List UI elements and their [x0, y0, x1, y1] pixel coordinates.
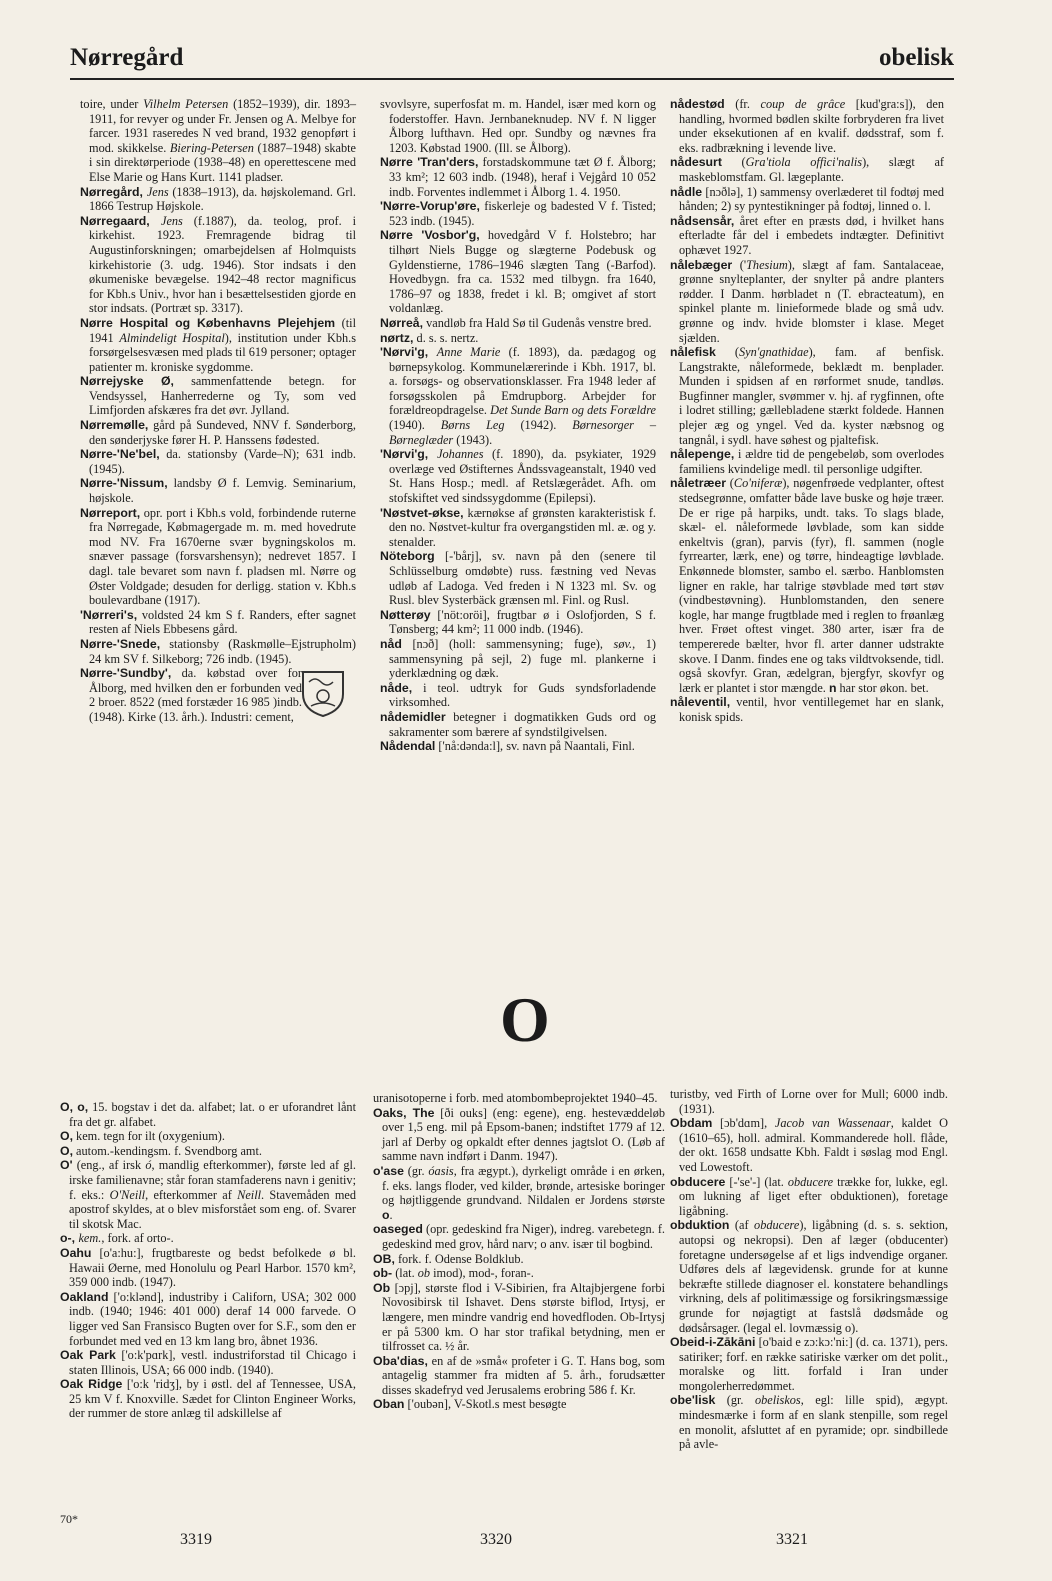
dictionary-entry: [670, 345, 944, 447]
entry-text: 15. bogstav i det da. alfabet; lat. o er uforandret lånt fra det gr. alfabet.: [69, 1100, 356, 1129]
dictionary-entry: [80, 476, 356, 505]
entry-italic-text: coup de grâce: [760, 97, 846, 111]
entry-headword: Nørre 'Vosbor'g,: [380, 228, 480, 243]
dictionary-entry: [80, 506, 356, 608]
dictionary-entry: [670, 1335, 948, 1393]
section-letter: O: [500, 984, 550, 1055]
entry-text: forstadskommune tæt Ø f. Ålborg; 33 km²; 12 603 indb. (1948), heraf i Vejgård 10 052 indb. Forventes indlemmet i Ålborg 1. 4. 1950.: [389, 155, 656, 199]
dictionary-entry: [380, 739, 656, 754]
dictionary-entry: [380, 155, 656, 199]
entry-text: [ɔpj], største flod i V-Sibirien, fra Altajbjergene forbi Novosibirsk til Ishavet. Dens største biflod, Irtysj, er længere, men mindre vandrig end hovedfloden. Ob-Irtysj er på 5300 km. O har stor trafikal betydning, men er tilfrosset ca. ½ år.: [382, 1280, 665, 1354]
entry-headword: obe'lisk: [670, 1393, 716, 1408]
column-bottom-right: [670, 1087, 948, 1452]
entry-text: sammenfattende betegn. for Vendsyssel, Hanherrederne og Ty, som ved Limfjorden afskæres fra det øvr. Jylland.: [89, 374, 356, 418]
entry-text: i teol. udtryk for Guds syndsforladende virksomhed.: [389, 680, 656, 710]
entry-headword: Nådendal: [380, 739, 436, 754]
dictionary-entry: [380, 345, 656, 447]
entry-headword: Nørregaard,: [80, 213, 161, 228]
entry-text: toire, under: [80, 97, 144, 111]
entry-text: voldsted 24 km S f. Randers, efter sagnet resten af Niels Ebbesens gård.: [89, 607, 356, 637]
entry-headword: nåde,: [380, 680, 413, 695]
entry-headword: o'ase: [373, 1163, 404, 1178]
entry-text: ), ligåbning (d. s. s. sektion, autopsi og nekropsi). Den af læger (obducenter) foretagne undersøgelse af et ligs indvendige organer. Udføres dels af lægevidensk. grunde for at kunne bekræfte stillede diagnoser el. konstatere behandlings virkning, dels af politimæssige og forsikringsmæssige grunde for nøjagtigt at fastslå dødsmåde og dødsårsager. (legal el. lovmæssig o).: [679, 1218, 949, 1335]
column-bottom-middle: [373, 1091, 665, 1412]
entry-headword: O': [60, 1158, 73, 1173]
entry-text: d. s. s. nertz.: [413, 330, 479, 345]
dictionary-entry: [380, 199, 656, 228]
entry-headword: Nørre-'Sundby',: [80, 666, 172, 681]
entry-headword: Oaks, The: [373, 1105, 435, 1120]
entry-text: (gr.: [715, 1393, 755, 1408]
entry-headword: Nørremølle,: [80, 418, 149, 433]
column-top-middle: [380, 97, 656, 754]
dictionary-entry: [380, 549, 656, 607]
entry-italic-text: Anne Marie: [436, 345, 501, 360]
entry-text: , mandlig efterkommer), første led af gl. irske familienavne; står foran stamfaderens navn i genitiv; f. eks.:: [69, 1158, 356, 1202]
entry-text: svovlsyre, superfosfat m. m. Handel, især med korn og foderstoffer. Havn. Jernbaneknudep. NV f. N ligger Ålborg lufthavn. Hed opr. Sundby og nævnes fra 1203. Købstad 1900. (Ill. se Ålborg).: [380, 97, 656, 155]
entry-italic-text: Biering-Petersen: [169, 140, 254, 155]
entry-headword: nåleventil,: [670, 695, 731, 710]
dictionary-entry: [380, 637, 656, 681]
dictionary-entry: [670, 695, 944, 724]
entry-italic-text: Co'niferæ: [733, 476, 783, 491]
entry-headword: Nørre-'Snede,: [80, 636, 161, 651]
entry-text: [ɔb'dɑm],: [712, 1116, 775, 1131]
entry-text: gård på Sundeved, NNV f. Sønderborg, den sønderjyske fører H. P. Hanssens fødested.: [89, 418, 356, 447]
header-right-title: obelisk: [878, 44, 954, 71]
entry-text: (1838–1913), da. højskolemand. Grl. 1866 Testrup Højskole.: [89, 184, 356, 214]
dictionary-entry: [670, 214, 944, 258]
entry-text: [-'se'-] (lat.: [725, 1174, 788, 1189]
dictionary-entry: [380, 608, 656, 637]
entry-italic-text: Almindeligt Hospital: [119, 330, 225, 345]
entry-text: (: [726, 476, 734, 491]
entry-headword: Nørre Hospital og Københavns Plejehjem: [80, 315, 336, 330]
dictionary-entry: [670, 1175, 948, 1219]
entry-text: en af de »små« profeter i G. T. Hans bog, som antagelig stammer fra midten af 5. årh., forudsætter disses skadefryd ved Jerusalems erobring 586 f. Kr.: [382, 1353, 665, 1397]
dictionary-entry: [380, 228, 656, 316]
entry-text: [o'a:hu:], frugtbareste og bedst befolkede ø bl. Hawaii Øerne, med Honolulu og Pearl Harbor. 1570 km², 359 000 indb. (1947).: [69, 1245, 356, 1290]
entry-text: fork. f. Odense Boldklub.: [394, 1251, 524, 1266]
dictionary-entry: [80, 608, 356, 637]
entry-headword: obducere: [670, 1174, 726, 1189]
entry-text: turistby, ved Firth of Lorne over for Mull; 6000 indb. (1931).: [670, 1087, 948, 1116]
entry-headword: ob-: [373, 1266, 393, 1281]
entry-text: stationsby (Raskmølle–Ejstrupholm) 24 km SV f. Silkeborg; 726 indb. (1945).: [89, 636, 356, 666]
entry-headword: Oak Ridge: [60, 1377, 123, 1392]
entry-text: (1852–1939), dir. 1893–1911, for revyer og under Fr. Jensen og A. Melbye for farcer. 1931 raseredes N ved brand, 1932 genopført i mod. skikkelse.: [89, 97, 357, 155]
entry-headword: O,: [60, 1129, 73, 1144]
entry-headword: obduktion: [670, 1218, 730, 1233]
entry-text: hovedgård V f. Holstebro; har tilhørt Niels Bugge og slægterne Podebusk og Gyldenstierne, 1786–1946 slægten Tang (-Barfod). Hovedbygn. fra ca. 1532 med tilbygn. fra 1640, 1786–97 og 1838, fredet i kl. B; omgivet af stort voldanlæg.: [389, 228, 656, 316]
column-top-left: [80, 97, 356, 725]
entry-headword: Nöteborg: [380, 549, 435, 564]
dictionary-entry: [80, 97, 356, 185]
dictionary-entry: [373, 1281, 665, 1354]
entry-headword: nådesurt: [670, 155, 722, 170]
entry-text: , efterkommer af: [145, 1187, 238, 1202]
entry-text: ['nöt:oröi], frugtbar ø i Oslofjorden, S f. Tønsberg; 44 km²; 11 000 indb. (1946).: [389, 607, 656, 637]
entry-headword: Obeid-i-Zākāni: [670, 1335, 756, 1350]
entry-italic-text: Jens: [146, 184, 169, 199]
entry-italic-text: Børnesorger – Børneglæder: [389, 418, 657, 447]
entry-headword: Nørreport,: [80, 505, 141, 520]
dictionary-entry: [380, 97, 656, 155]
entry-headword: Oakland: [60, 1289, 109, 1304]
dictionary-entry: [373, 1222, 665, 1251]
entry-headword: nørtz,: [380, 330, 414, 345]
entry-text: ), slægt af fam. Santalaceae, grønne snylteplanter, der snylter på andre planters rødder. I Danm. hørbladet n (T. ebracteatum), en spinkel plante m. liniеformede blade og små udv. grønne og indv. hvide blomster i klase. Meget sjælden.: [679, 257, 945, 345]
dictionary-entry: [670, 97, 944, 155]
entry-text: ), institution under Kbh.s forsørgelsesvæsen med plads til 619 personer; optager patienter m. kroniske sygdomme.: [89, 330, 356, 374]
entry-text: , fork. af orto-.: [101, 1231, 174, 1246]
entry-italic-text: Gra'tiola offici'nalis: [745, 155, 863, 170]
entry-headword: n: [828, 680, 837, 695]
entry-text: uranisotoperne i forb. med atombombeprojektet 1940–45.: [373, 1091, 658, 1105]
entry-headword: 'Nørvi'g,: [380, 447, 438, 462]
dictionary-entry: [380, 681, 656, 710]
dictionary-entry: [60, 1231, 356, 1246]
entry-text: (f.1887), da. teolog, prof. i kirkehist. 1923. Fremragende bidrag til Augustinforskningen; omarbejdelsen af Holmquists kirkehistorie (3. udg. 1946). Stor indsats i den økumeniske bevægelse. 1942–48 rector magnificus for Kbh.s Univ., hvor han i besættelsestiden gjorde en stor indsats. (Portræt sp. 3317).: [89, 213, 356, 316]
entry-headword: Nørreå,: [380, 315, 424, 330]
entry-text: (1942).: [504, 418, 573, 433]
entry-headword: Nøtterøy: [380, 607, 431, 622]
entry-text: betegner i dogmatikken Guds ord og sakramenter som bærere af syndstilgivelsen.: [389, 709, 656, 739]
printer-signature: 70*: [60, 1512, 78, 1526]
dictionary-entry: [60, 1246, 356, 1290]
entry-italic-text: Børns Leg: [440, 418, 505, 433]
entry-text: [-'bårj], sv. navn på den (senere til Schlüsselburg omdøbte) russ. fæstning ved Nevas udløb af Ladoga. Ved freden i N 1323 ml. Sv. og Rusl. blev Systerbäck grænsen ml. Finl. og Rusl.: [389, 549, 656, 608]
entry-text: (f. 1893), da. pædagog og børnepsykolog. Kommunelærerinde i Kbh. 1917, bl. a. forsøgs- og observationsklasser. Fra 1948 leder af forsøgsskolen på Emdrupborg. Arbejder for forældreopdragelse.: [389, 345, 656, 418]
entry-headword: Oak Park: [60, 1348, 116, 1363]
page-number-left: 3319: [180, 1531, 212, 1548]
dictionary-entry: [373, 1106, 665, 1164]
entry-headword: Nørregård,: [80, 184, 147, 199]
entry-text: kem. tegn for ilt (oxygenium).: [72, 1129, 225, 1144]
entry-italic-text: Vilhelm Petersen: [143, 97, 229, 111]
dictionary-entry: [380, 331, 656, 346]
dictionary-entry: [60, 1100, 356, 1129]
entry-headword: o: [382, 1207, 390, 1222]
dictionary-entry: [670, 1393, 948, 1451]
dictionary-entry: [380, 316, 656, 331]
entry-headword: nålepenge,: [670, 447, 735, 462]
dictionary-entry: [670, 155, 944, 184]
dictionary-entry: [60, 1158, 356, 1231]
dictionary-entry: [373, 1397, 665, 1412]
entry-headword: nådle: [670, 184, 703, 199]
entry-italic-text: Jens: [160, 213, 183, 228]
column-bottom-left: [60, 1100, 356, 1421]
entry-headword: 'Nørreri's,: [80, 607, 138, 622]
entry-headword: Obdam: [670, 1116, 713, 1131]
entry-italic-text: obducere: [754, 1218, 800, 1233]
entry-text: (: [715, 345, 739, 360]
entry-text: , egl: lille spid), ægypt. mindesmærke i form af en slank stenpille, som regel en monolit, afsluttet af en pyramide; opr. sindbillede på avle-: [679, 1393, 948, 1452]
entry-text: ['oubən], V-Skotl.s mest besøgte: [404, 1397, 567, 1412]
entry-headword: Oahu: [60, 1245, 92, 1260]
entry-text: (1887–1948) skabte i sin direktørperiode (1938–48) en operettescene med Else Marie og Hans Kurt. 1141 pladser.: [89, 140, 356, 184]
entry-headword: 'Nørvi'g,: [380, 345, 437, 360]
dictionary-entry: [80, 666, 356, 724]
entry-text: ventil, hvor ventillegemet har en slank, konisk spids.: [679, 695, 944, 724]
dictionary-entry: [670, 476, 944, 695]
entry-headword: Nørre-'Nissum,: [80, 476, 168, 491]
entry-italic-text: søv.: [613, 636, 633, 651]
entry-headword: Nørre-'Ne'bel,: [80, 447, 160, 462]
header-left-title: Nørregård: [70, 44, 184, 71]
entry-italic-text: ob: [417, 1266, 431, 1281]
dictionary-entry: [380, 447, 656, 505]
entry-text: , 1) sammensyning på sejl, 2) fuge ml. plankerne i yderklædning og dæk.: [389, 636, 656, 681]
entry-italic-text: Syn'gnathidae: [738, 345, 809, 360]
header-rule: [70, 78, 954, 80]
page-number-right: 3321: [776, 1531, 808, 1548]
entry-headword: Oba'dias,: [373, 1353, 428, 1368]
entry-text: [o'baid e zɔ:kɔ:'ni:] (d. ca. 1371), pers. satiriker; forf. en række satiriske værker om det polit., moralske og litt. forfald i Iran under mongolerherredømmet.: [679, 1335, 948, 1393]
entry-text: trække for, lukke, egl. om lukning af liget efter obduktionen), foretage ligåbning.: [679, 1174, 948, 1218]
entry-headword: Nørre 'Tran'ders,: [380, 155, 479, 170]
dictionary-entry: [60, 1377, 356, 1421]
entry-headword: Nørrejyske Ø,: [80, 374, 174, 389]
dictionary-entry: [373, 1164, 665, 1222]
entry-text: ), fam. af benfisk. Langstrakte, nåleformede, beklædt m. benplader. Munden i spidsen af en rørformet snude, tandløs. Bugfinner mangler, svømmer v. hj. af rygfinnen, ofte i lodret stilling; gællebladene stærkt foldede. Hannen plejer æg og yngel. Ved da. kyster næbsnog og tangnål, i sydl. have søhest og pjaltefisk.: [679, 345, 944, 447]
entry-italic-text: Thesium: [746, 257, 788, 272]
dictionary-entry: [670, 447, 944, 476]
entry-headword: O,: [60, 1143, 73, 1158]
entry-text: (af: [729, 1218, 755, 1233]
entry-text: har stor økon. bet.: [836, 680, 929, 695]
entry-text: da. købstad over for Ålborg, med hvilken den er forbunden ved 2 broer. 8522 (med forstæder 16 985 )indb. (1948). Kirke (13. årh.). Industri: cement,: [89, 666, 302, 724]
dictionary-entry: [60, 1290, 356, 1348]
dictionary-entry: [670, 1218, 948, 1335]
entry-text: autom.-kendingsm. f. Svendborg amt.: [72, 1143, 262, 1158]
entry-italic-text: Jacob van Wassenaar: [774, 1116, 891, 1131]
column-top-right: [670, 97, 944, 725]
dictionary-entry: [60, 1348, 356, 1377]
entry-text: (gr.: [403, 1163, 429, 1178]
dictionary-entry: [80, 447, 356, 476]
entry-headword: nådemidler: [380, 709, 446, 724]
entry-text: ), slægt af maskeblomstfam. Gl. lægeplante.: [679, 155, 944, 184]
dictionary-entry: [60, 1144, 356, 1159]
entry-italic-text: Johannes: [437, 447, 484, 462]
entry-text: (eng., af irsk: [72, 1158, 146, 1173]
entry-text: (til 1941: [89, 315, 356, 345]
dictionary-entry: [80, 316, 356, 374]
dictionary-entry: [80, 374, 356, 418]
entry-text: (f. 1890), da. psykiater, 1929 overlæge ved Østifternes Åndssvageanstalt, 1940 ved St. Hans Hosp.; medl. af Retslægerådet. Afh. om stofskiftet ved sindssygdomme (Epilepsi).: [389, 447, 656, 506]
entry-text: , fra ægypt.), dyrkeligt område i en ørken, f. eks. langs floder, ved kilder, brønde, artesiske boringer og højtliggende grundvand. Nildalen er Jordens største: [382, 1163, 665, 1208]
entry-text: (fr.: [724, 97, 761, 111]
dictionary-entry: [670, 258, 944, 346]
dictionary-entry: [380, 710, 656, 739]
entry-text: ['o:k'pɑrk], vestl. industriforstad til Chicago i staten Illinois, USA; 66 000 indb. (1940).: [69, 1348, 357, 1377]
entry-italic-text: obducere: [787, 1174, 834, 1189]
entry-headword: nådsensår,: [670, 213, 735, 228]
dictionary-entry: [373, 1091, 665, 1106]
entry-text: ), nøgenfrøede vedplanter, oftest stedsegrønne, omfatter både lave buske og høje træer. De er rige på harpiks, undt. taks. To slags blade, skæl- el. nåleformede løvblade, som kan sidde enkeltvis (gran), parvis (fyr), fl. sammen (nogle fyrrearter, lærk, ene) og tørre, hindeagtige løvblade. Enkønnede blomster, sambo el. særbo. Hanblomsten ligner en rakle, har talrige støvblade med tørt støv (vindbestøvning). Hunblomstanden, den senere kogle, har mange frugtblade med i reglen to frøanlæg hver. Frøet oftest vinget. 380 arter, især fra de tempererede bælter, hvor fl. arter danner udstrakte skove. I Danm. findes ene og taks vildtvoksende, tidl. også skovfyr. Gran, ædelgran, bjergfyr, skovfyr og lærk er plantet i stor mængde.: [679, 476, 944, 695]
entry-headword: Oban: [373, 1397, 405, 1412]
coat-of-arms-icon: [308, 668, 356, 718]
entry-text: kærnøkse af grønsten karakteristisk f. den no. Nøstvet-kultur fra overgangstiden ml. æ. og y. stenalder.: [389, 505, 656, 549]
entry-text: (1943).: [453, 432, 493, 447]
dictionary-entry: [373, 1266, 665, 1281]
entry-text: ['nå:dənda:l], sv. navn på Naantali, Finl.: [435, 739, 635, 754]
page-header: [70, 44, 954, 82]
entry-text: (lat.: [392, 1266, 418, 1281]
dictionary-entry: [80, 185, 356, 214]
entry-headword: 'Nøstvet-økse,: [380, 505, 464, 520]
entry-text: . Stavemåden med apostrof skyldes, at o blev misforstået som eng. of. Svarer til skotsk Mac.: [69, 1187, 356, 1231]
entry-text: [nɔð] (holl: sammensyning; fuge),: [401, 636, 614, 651]
dictionary-entry: [373, 1354, 665, 1398]
entry-italic-text: O'Neill: [109, 1187, 146, 1202]
entry-italic-text: Neill: [237, 1187, 262, 1202]
entry-italic-text: kem.: [78, 1231, 102, 1246]
entry-text: da. stationsby (Varde–N); 631 indb. (1945).: [89, 447, 356, 476]
entry-headword: nålebæger: [670, 257, 733, 272]
entry-text: (': [732, 257, 747, 272]
entry-headword: nålefisk: [670, 345, 716, 360]
dictionary-entry: [373, 1252, 665, 1267]
entry-text: [nɔðlə], 1) sammensy overlæderet til fodtøj med hånden; 2) sy pyntestikninger på fodtøj, linned o. l.: [679, 184, 944, 214]
entry-headword: Ob: [373, 1280, 391, 1295]
entry-text: [ði ouks] (eng: egene), eng. hestevæddeløb over 1,5 eng. mil på Epsom-banen; indstiftet 1779 af 12. jarl af Derby og opkaldt efter dennes jagtslot O. (Løb af samme navn indført i Danm. 1947).: [382, 1105, 666, 1164]
entry-text: (opr. gedeskind fra Niger), indreg. varebetegn. f. gedeskind med grov, hård narv; o anv. især til bogbind.: [382, 1222, 665, 1251]
entry-italic-text: óasis: [428, 1163, 454, 1178]
entry-headword: OB,: [373, 1251, 395, 1266]
dictionary-entry: [80, 418, 356, 447]
dictionary-entry: [80, 214, 356, 316]
entry-text: , kaldet O (1610–65), holl. admiral. Kommanderede holl. flåde, der okt. 1658 undsatte Kbh. Faldt i søslag mod Engl. ved Lowestoft.: [679, 1116, 948, 1174]
entry-text: .: [389, 1207, 393, 1222]
dictionary-entry: [60, 1129, 356, 1144]
entry-headword: oaseged: [373, 1222, 423, 1237]
entry-text: fiskerleje og badested V f. Tisted; 523 indb. (1945).: [389, 199, 656, 228]
entry-headword: O, o,: [60, 1100, 89, 1114]
entry-text: (: [721, 155, 746, 170]
page-number-middle: 3320: [480, 1531, 512, 1548]
entry-text: vandløb fra Hald Sø til Gudenås venstre bred.: [423, 315, 652, 330]
entry-headword: o-,: [60, 1231, 79, 1246]
entry-headword: nådestød: [670, 97, 725, 111]
entry-text: ['o:k 'ridʒ], by i østl. del af Tennessee, USA, 25 km V f. Knoxville. Sædet for Clinton Engineer Works, der rummer de store anlæg til adskillelse af: [69, 1377, 357, 1421]
entry-text: året efter en præsts død, i hvilket hans efterladte får del i embedets indtægter. Definitivt ophævet 1927.: [679, 213, 944, 257]
entry-text: i ældre tid de pengebeløb, som overlodes familiens kvindelige medl. til personlige udgifter.: [679, 447, 944, 476]
dictionary-entry: [670, 185, 944, 214]
dictionary-entry: [670, 1116, 948, 1174]
entry-text: [kud'gra:s]), den handling, hvormed bødlen skilte forbryderen fra livet under eksekutionen af en kvalif. dødsstraf, som f. eks. radbrækning i levende live.: [679, 97, 944, 155]
entry-text: imod), mod-, foran-.: [430, 1266, 534, 1281]
entry-headword: 'Nørre-Vorup'øre,: [380, 199, 480, 214]
entry-text: (1940).: [389, 418, 441, 433]
entry-text: ['o:klənd], industriby i Californ, USA; 302 000 indb. (1940; 1946: 401 000) deraf 14 000 farvede. O ligger ved San Fransisco Bugten over for S.F., som den er forbundet med ved en 13 km lang bro, åbnet 1936.: [69, 1289, 356, 1348]
entry-italic-text: obeliskos: [754, 1393, 801, 1408]
dictionary-entry: [670, 1087, 948, 1116]
entry-italic-text: Det Sunde Barn og dets Forældre: [490, 403, 656, 418]
dictionary-entry: [80, 637, 356, 666]
entry-text: landsby Ø f. Lemvig. Seminarium, højskole.: [89, 476, 356, 506]
dictionary-entry: [380, 506, 656, 550]
entry-text: opr. port i Kbh.s vold, forbindende ruterne fra Nørregade, Købmagergade m. m. med hovedrute mod NV. Fra 1670erne svær bygningskolos m. snæver passage (forsvarshensyn); nedrevet 1857. I dagl. tale bevaret som navn f. pladsen ml. Nørre og Øster Voldgade; desuden for derligg. station v. Kbh.s boulevardbane (1917).: [89, 505, 356, 608]
entry-headword: nåd: [380, 636, 402, 651]
entry-italic-text: ó: [145, 1158, 152, 1173]
entry-headword: nåletræer: [670, 476, 727, 491]
